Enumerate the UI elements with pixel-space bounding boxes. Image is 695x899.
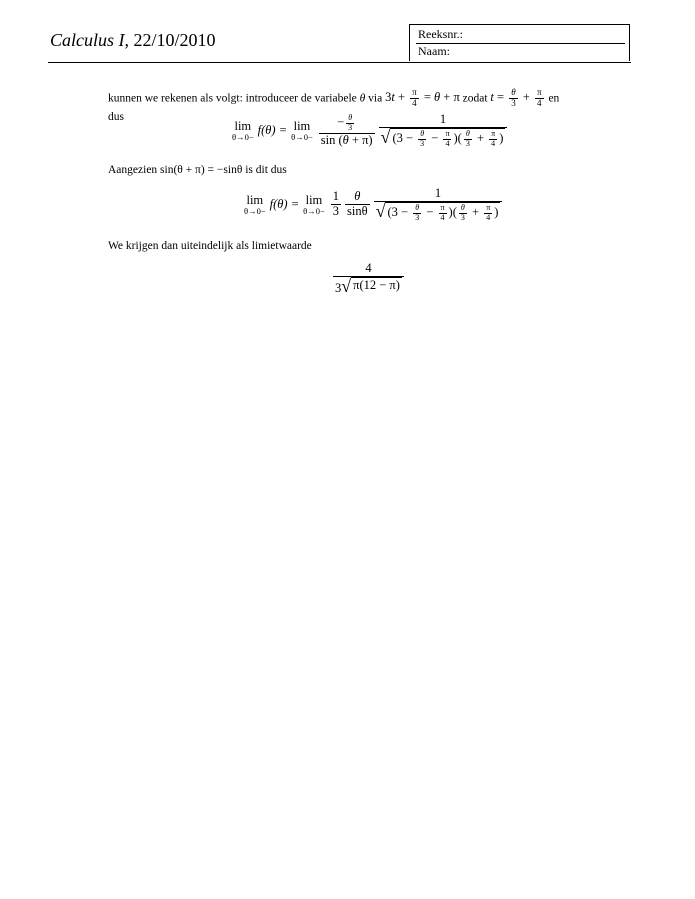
final-limit-value [331,262,406,296]
fraction-one-over-sqrt: 1 √ (3 − $\frac{\theta}{3}$ − $\frac{\pi}{4}$ )( $\frac{\theta}{3}$ + $\frac{\pi}{4}$ ) [379,113,508,148]
t-expression: t = $\frac{\theta}{3}$ + $\frac{\pi}{4}$ [490,87,542,108]
intro-text-b: via [368,92,383,105]
paragraph-sine-identity: Aangezien sin(θ + π) = −sinθ is dit dus [108,164,287,176]
header-title [50,30,216,51]
equation-1 [232,113,509,148]
equation-2 [244,187,504,222]
limit-operator: lim θ→0− [291,118,313,143]
limit-operator: lim θ→0− [232,118,254,143]
limit-operator: lim θ→0− [303,192,325,217]
intro-text-e: dus [108,110,124,123]
exam-date: 22/10/2010 [133,30,216,50]
f-theta: f(θ) = [269,197,300,212]
fraction-theta-over-sin: $\frac{\theta}{\sin\theta}$ [347,189,368,219]
limit-operator: lim θ→0− [244,192,266,217]
fraction-one-over-sqrt: 1 √ (3 − $\frac{\theta}{3}$ − $\frac{\pi}{4}$ )( $\frac{\theta}{3}$ + $\frac{\pi}{4}$ ) [374,187,503,222]
intro-text-a: kunnen we rekenen als volgt: introduceer de variabele [108,92,357,105]
reeksnr-label: Reeksnr.: [418,27,463,41]
student-id-box [409,24,630,61]
paragraph-result: We krijgen dan uiteindelijk als limietwaarde [108,240,312,252]
theta-symbol: θ [359,92,366,105]
fraction-one-third: $\frac{1}{3}$ [332,189,339,219]
header-rule [48,62,631,63]
naam-label: Naam: [418,44,450,58]
f-theta: f(θ) = [257,123,288,138]
fraction-theta-over-sin: − $\frac{\theta}{3}$ sin (θ + π) [320,113,373,147]
course-name: Calculus I, [50,30,129,50]
final-fraction: 4 3 √ π(12 − π) [333,262,404,296]
substitution-expr: 3t + $\frac{\pi}{4}$ = θ + π [385,87,460,108]
intro-text-d: en [548,92,560,105]
intro-text-c: zodat [462,92,488,105]
